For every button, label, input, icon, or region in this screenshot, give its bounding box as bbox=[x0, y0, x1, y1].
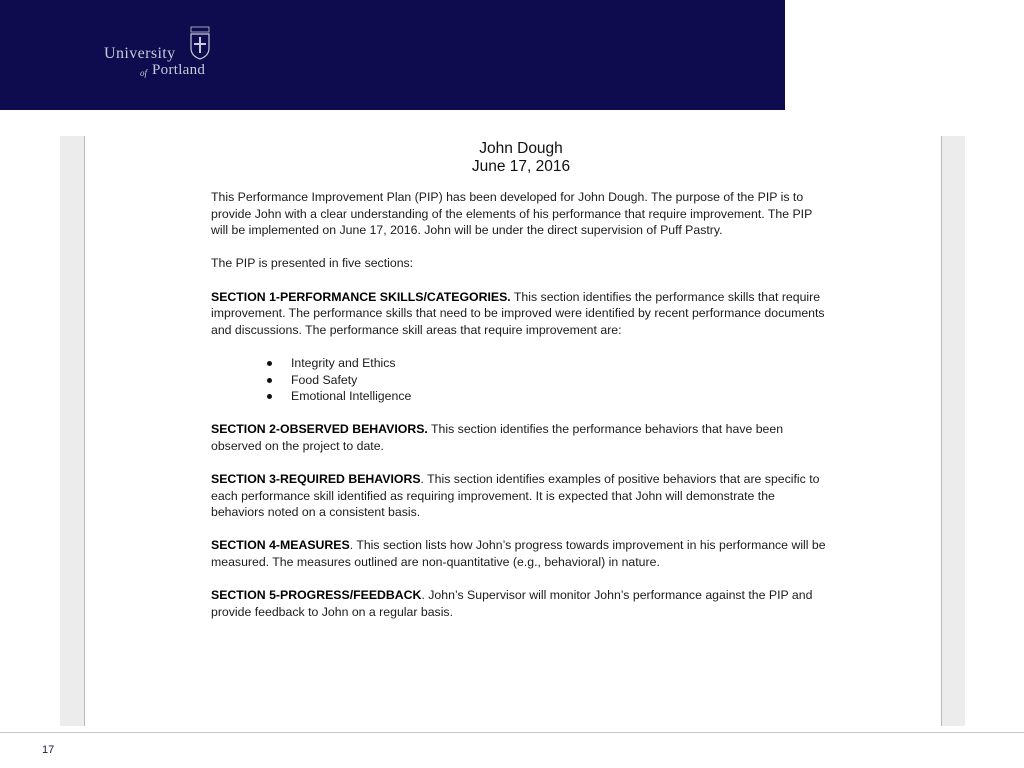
employee-name: John Dough bbox=[479, 140, 563, 157]
section-2-paragraph bbox=[211, 421, 831, 454]
slide-number: 17 bbox=[42, 744, 55, 756]
bullet-icon bbox=[267, 378, 272, 383]
section-3-paragraph bbox=[211, 471, 831, 521]
section-5-text: . John’s Supervisor will monitor John’s performance against the PIP and provide feedback to John on a regular basis. bbox=[211, 588, 813, 619]
section-2-heading: SECTION 2-OBSERVED BEHAVIORS. bbox=[211, 422, 428, 437]
section-4-text: . This section lists how John’s progress towards improvement in his performance will be measured. The measures outlined are non-quantitative (e.g., behavioral) in nature. bbox=[211, 538, 826, 570]
section-1-paragraph bbox=[211, 289, 831, 339]
university-logo bbox=[104, 24, 224, 84]
logo-university-text: University bbox=[104, 45, 176, 62]
bullet-icon bbox=[267, 394, 272, 399]
header-banner bbox=[0, 0, 785, 110]
bullet-icon bbox=[267, 361, 272, 366]
section-5-paragraph bbox=[211, 587, 831, 620]
list-item-text: Emotional Intelligence bbox=[291, 389, 412, 404]
logo-of-text: of bbox=[140, 68, 148, 78]
footer-divider bbox=[0, 732, 1024, 733]
logo-portland-text: Portland bbox=[152, 62, 206, 78]
section-4-paragraph bbox=[211, 537, 831, 570]
section-3-heading: SECTION 3-REQUIRED BEHAVIORS bbox=[211, 472, 421, 487]
skill-list bbox=[211, 355, 831, 405]
section-3-text: . This section identifies examples of positive behaviors that are specific to each performance skill identified as requiring improvement. It is expected that John will demonstrate the behaviors noted on a consistent basis. bbox=[211, 472, 820, 520]
list-item bbox=[265, 388, 831, 405]
document-date: June 17, 2016 bbox=[471, 158, 571, 175]
section-1-heading: SECTION 1-PERFORMANCE SKILLS/CATEGORIES. bbox=[211, 289, 511, 304]
document-content bbox=[211, 140, 831, 637]
section-2-text: This section identifies the performance behaviors that have been observed on the project to date. bbox=[211, 422, 784, 453]
list-item bbox=[265, 372, 831, 389]
section-4-heading: SECTION 4-MEASURES bbox=[211, 538, 350, 553]
list-item bbox=[265, 355, 831, 372]
sections-intro: The PIP is presented in five sections: bbox=[211, 256, 414, 271]
list-item-text: Integrity and Ethics bbox=[291, 355, 396, 370]
intro-paragraph: This Performance Improvement Plan (PIP) has been developed for John Dough. The purpose of the PIP is to provide John with a clear understanding of the elements of his performance that require improvement. The PIP will be implemented on June 17, 2016. John will be under the direct supervision of Puff Pastry. bbox=[211, 190, 813, 238]
crest-icon bbox=[188, 26, 212, 60]
document-page bbox=[84, 136, 942, 726]
section-1-text: This section identifies the performance skills that require improvement. The performance skills that need to be improved were identified by recent performance documents and discussions. The performance skill areas that require improvement are: bbox=[211, 289, 825, 337]
list-item-text: Food Safety bbox=[291, 372, 358, 387]
section-5-heading: SECTION 5-PROGRESS/FEEDBACK bbox=[211, 588, 422, 603]
